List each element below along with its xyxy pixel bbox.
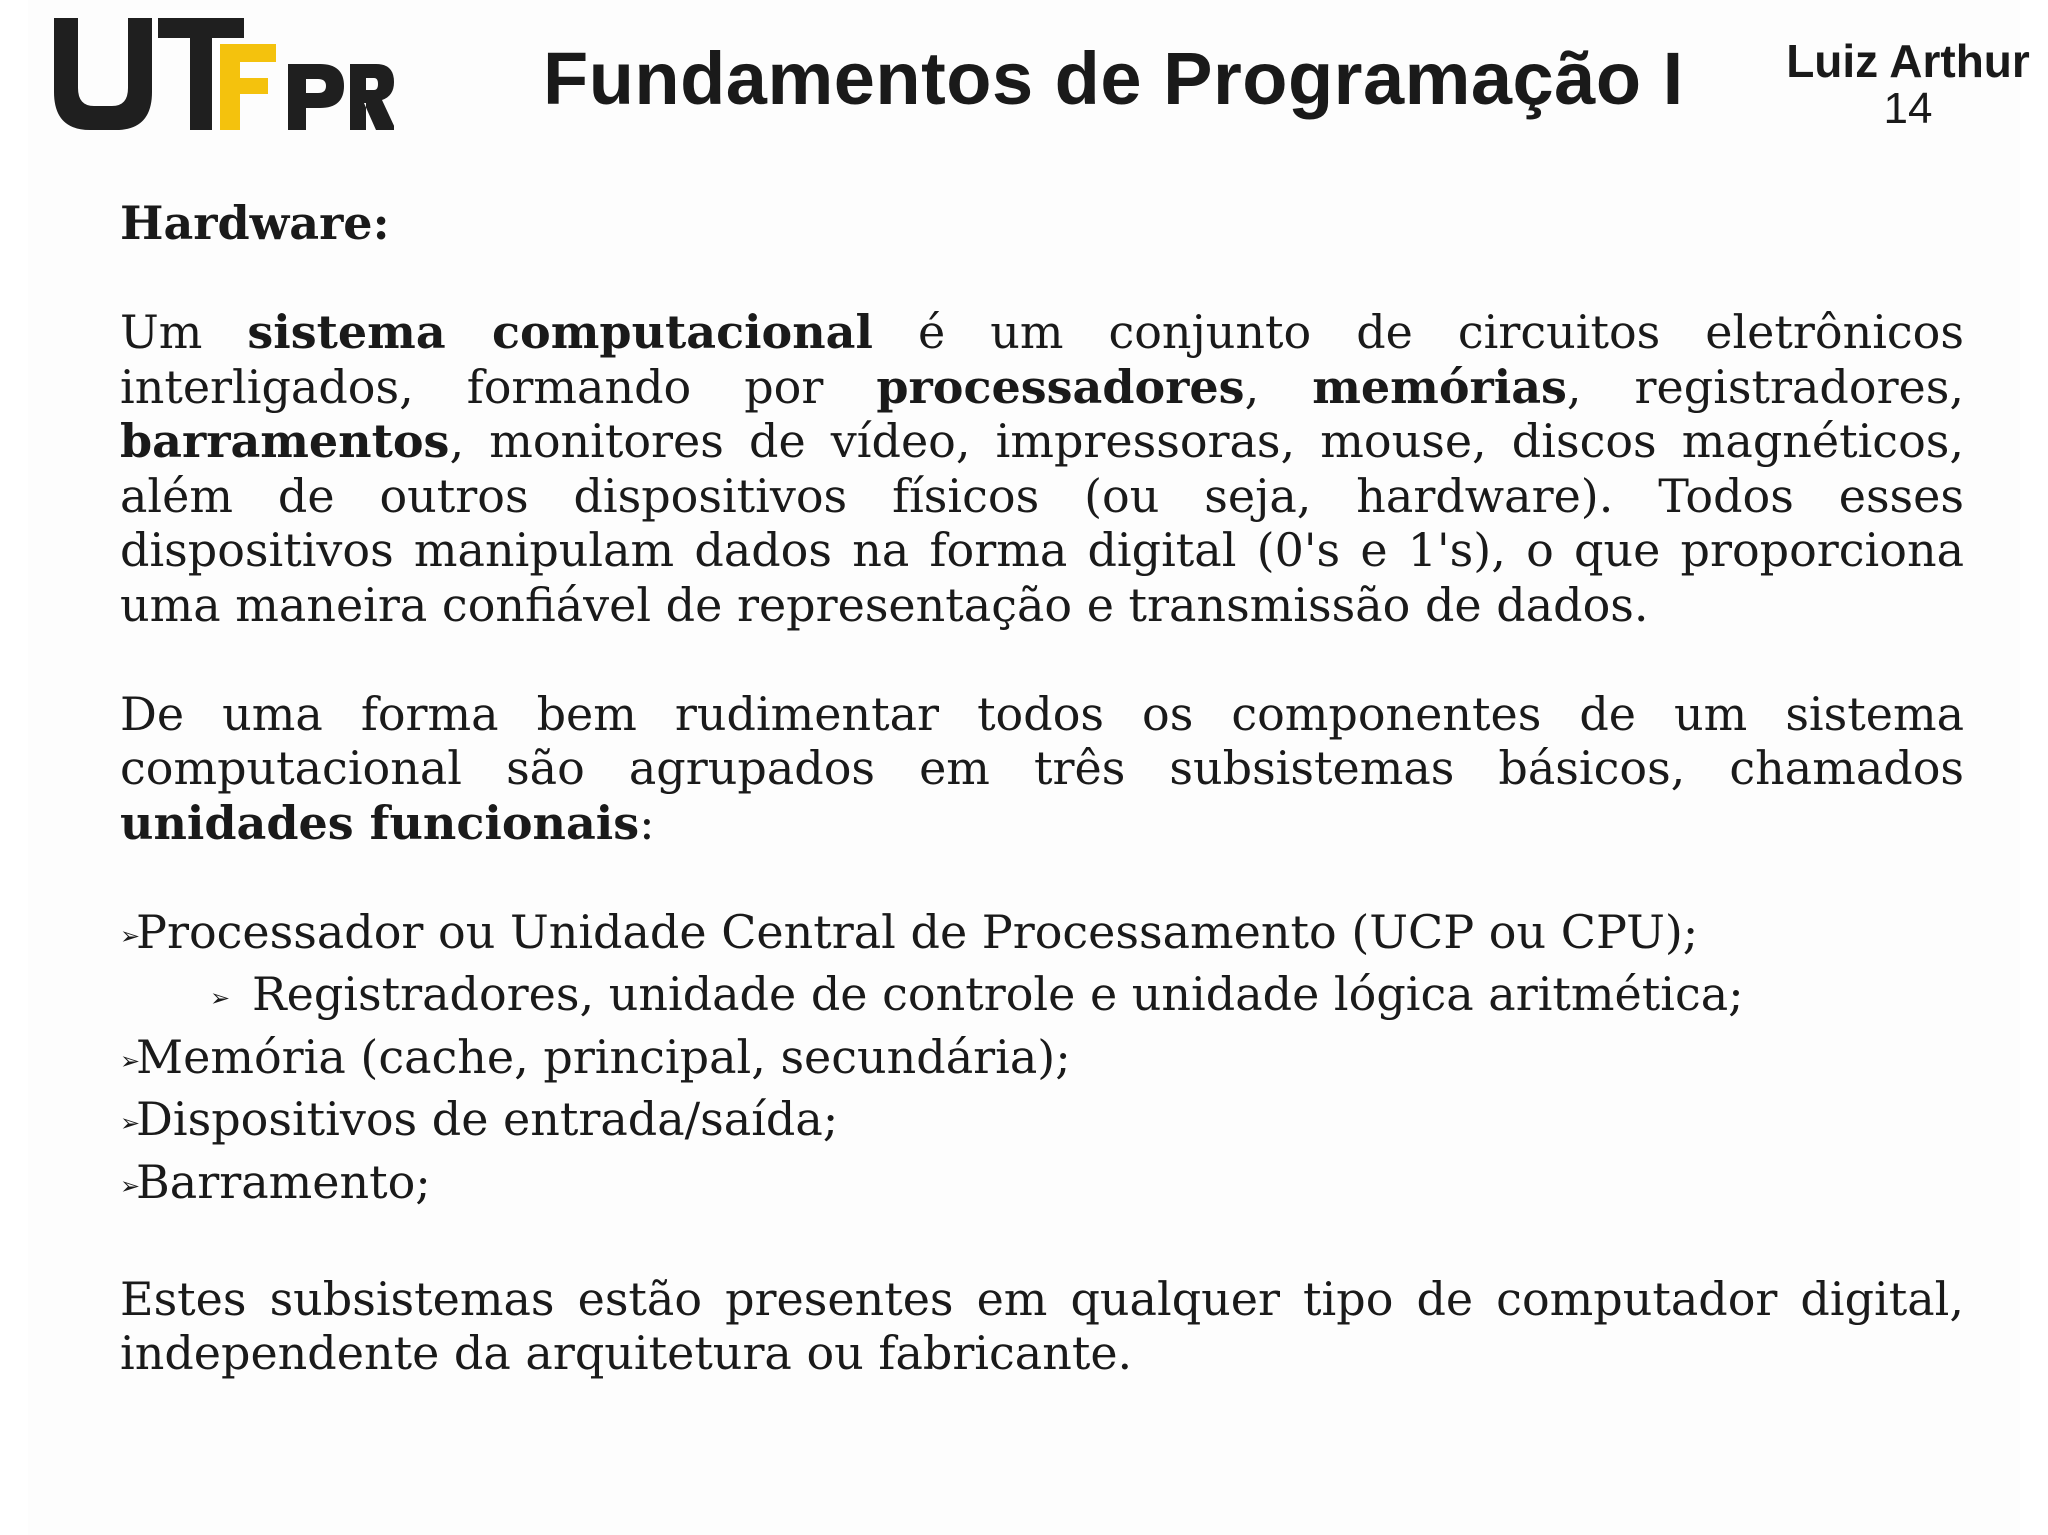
term-unidades-funcionais: unidades funcionais [120,795,640,850]
logo-letter-p [288,64,344,130]
page-number: 14 [1883,84,1933,133]
logo-letter-r [350,64,394,130]
term-memorias: memórias [1312,359,1567,414]
slide-content [120,196,1964,1381]
term-processadores: processadores [876,359,1245,414]
logo-letter-u [54,18,152,130]
list-item: ➢ Processador ou Unidade Central de Processamento (UCP ou CPU); [120,905,1964,968]
term-sistema-computacional: sistema computacional [247,305,873,359]
arrow-bullet-icon: ➢ [120,1046,141,1075]
list-item: ➢ Registradores, unidade de controle e unidade lógica aritmética; [120,967,1964,1030]
author-name: Luiz Arthur [1786,35,2030,87]
utfpr-logo [54,18,394,130]
paragraph-closing: Estes subsistemas estão presentes em qualquer tipo de computador digital, independente da arquitetura ou fabricante. [120,1271,1964,1380]
logo-letter-f [220,44,276,130]
paragraph-hardware-definition: Um sistema computacional é um conjunto de circuitos eletrônicos interligados, formando por processadores, memórias, registradores, barramentos, monitores de vídeo, impressoras, mouse, discos magnéticos, além de outros dispositivos físicos (ou seja, hardware). Todos esses dispositivos manipulam dados na forma digital (0's e 1's), o que proporciona uma maneira confiável de representação e transmissão de dados. [120,305,1965,632]
list-item: ➢ Barramento; [120,1155,1964,1218]
arrow-bullet-icon: ➢ [120,1171,141,1200]
author-block [1768,36,2048,132]
arrow-bullet-icon: ➢ [210,984,231,1012]
course-title: Fundamentos de Programação I [543,37,1684,120]
section-heading: Hardware: [120,196,390,250]
arrow-bullet-icon: ➢ [120,921,141,950]
slide [28,0,2030,1535]
functional-units-list [120,905,1964,1218]
arrow-bullet-icon: ➢ [120,1109,141,1137]
list-item: ➢ Dispositivos de entrada/saída; [120,1092,1964,1155]
list-item: ➢ Memória (cache, principal, secundária); [120,1030,1964,1093]
paragraph-functional-units: De uma forma bem rudimentar todos os componentes de um sistema computacional são agrupados em três subsistemas básicos, chamados unidades funcionais: [120,686,1964,850]
term-barramentos: barramentos [120,414,450,468]
